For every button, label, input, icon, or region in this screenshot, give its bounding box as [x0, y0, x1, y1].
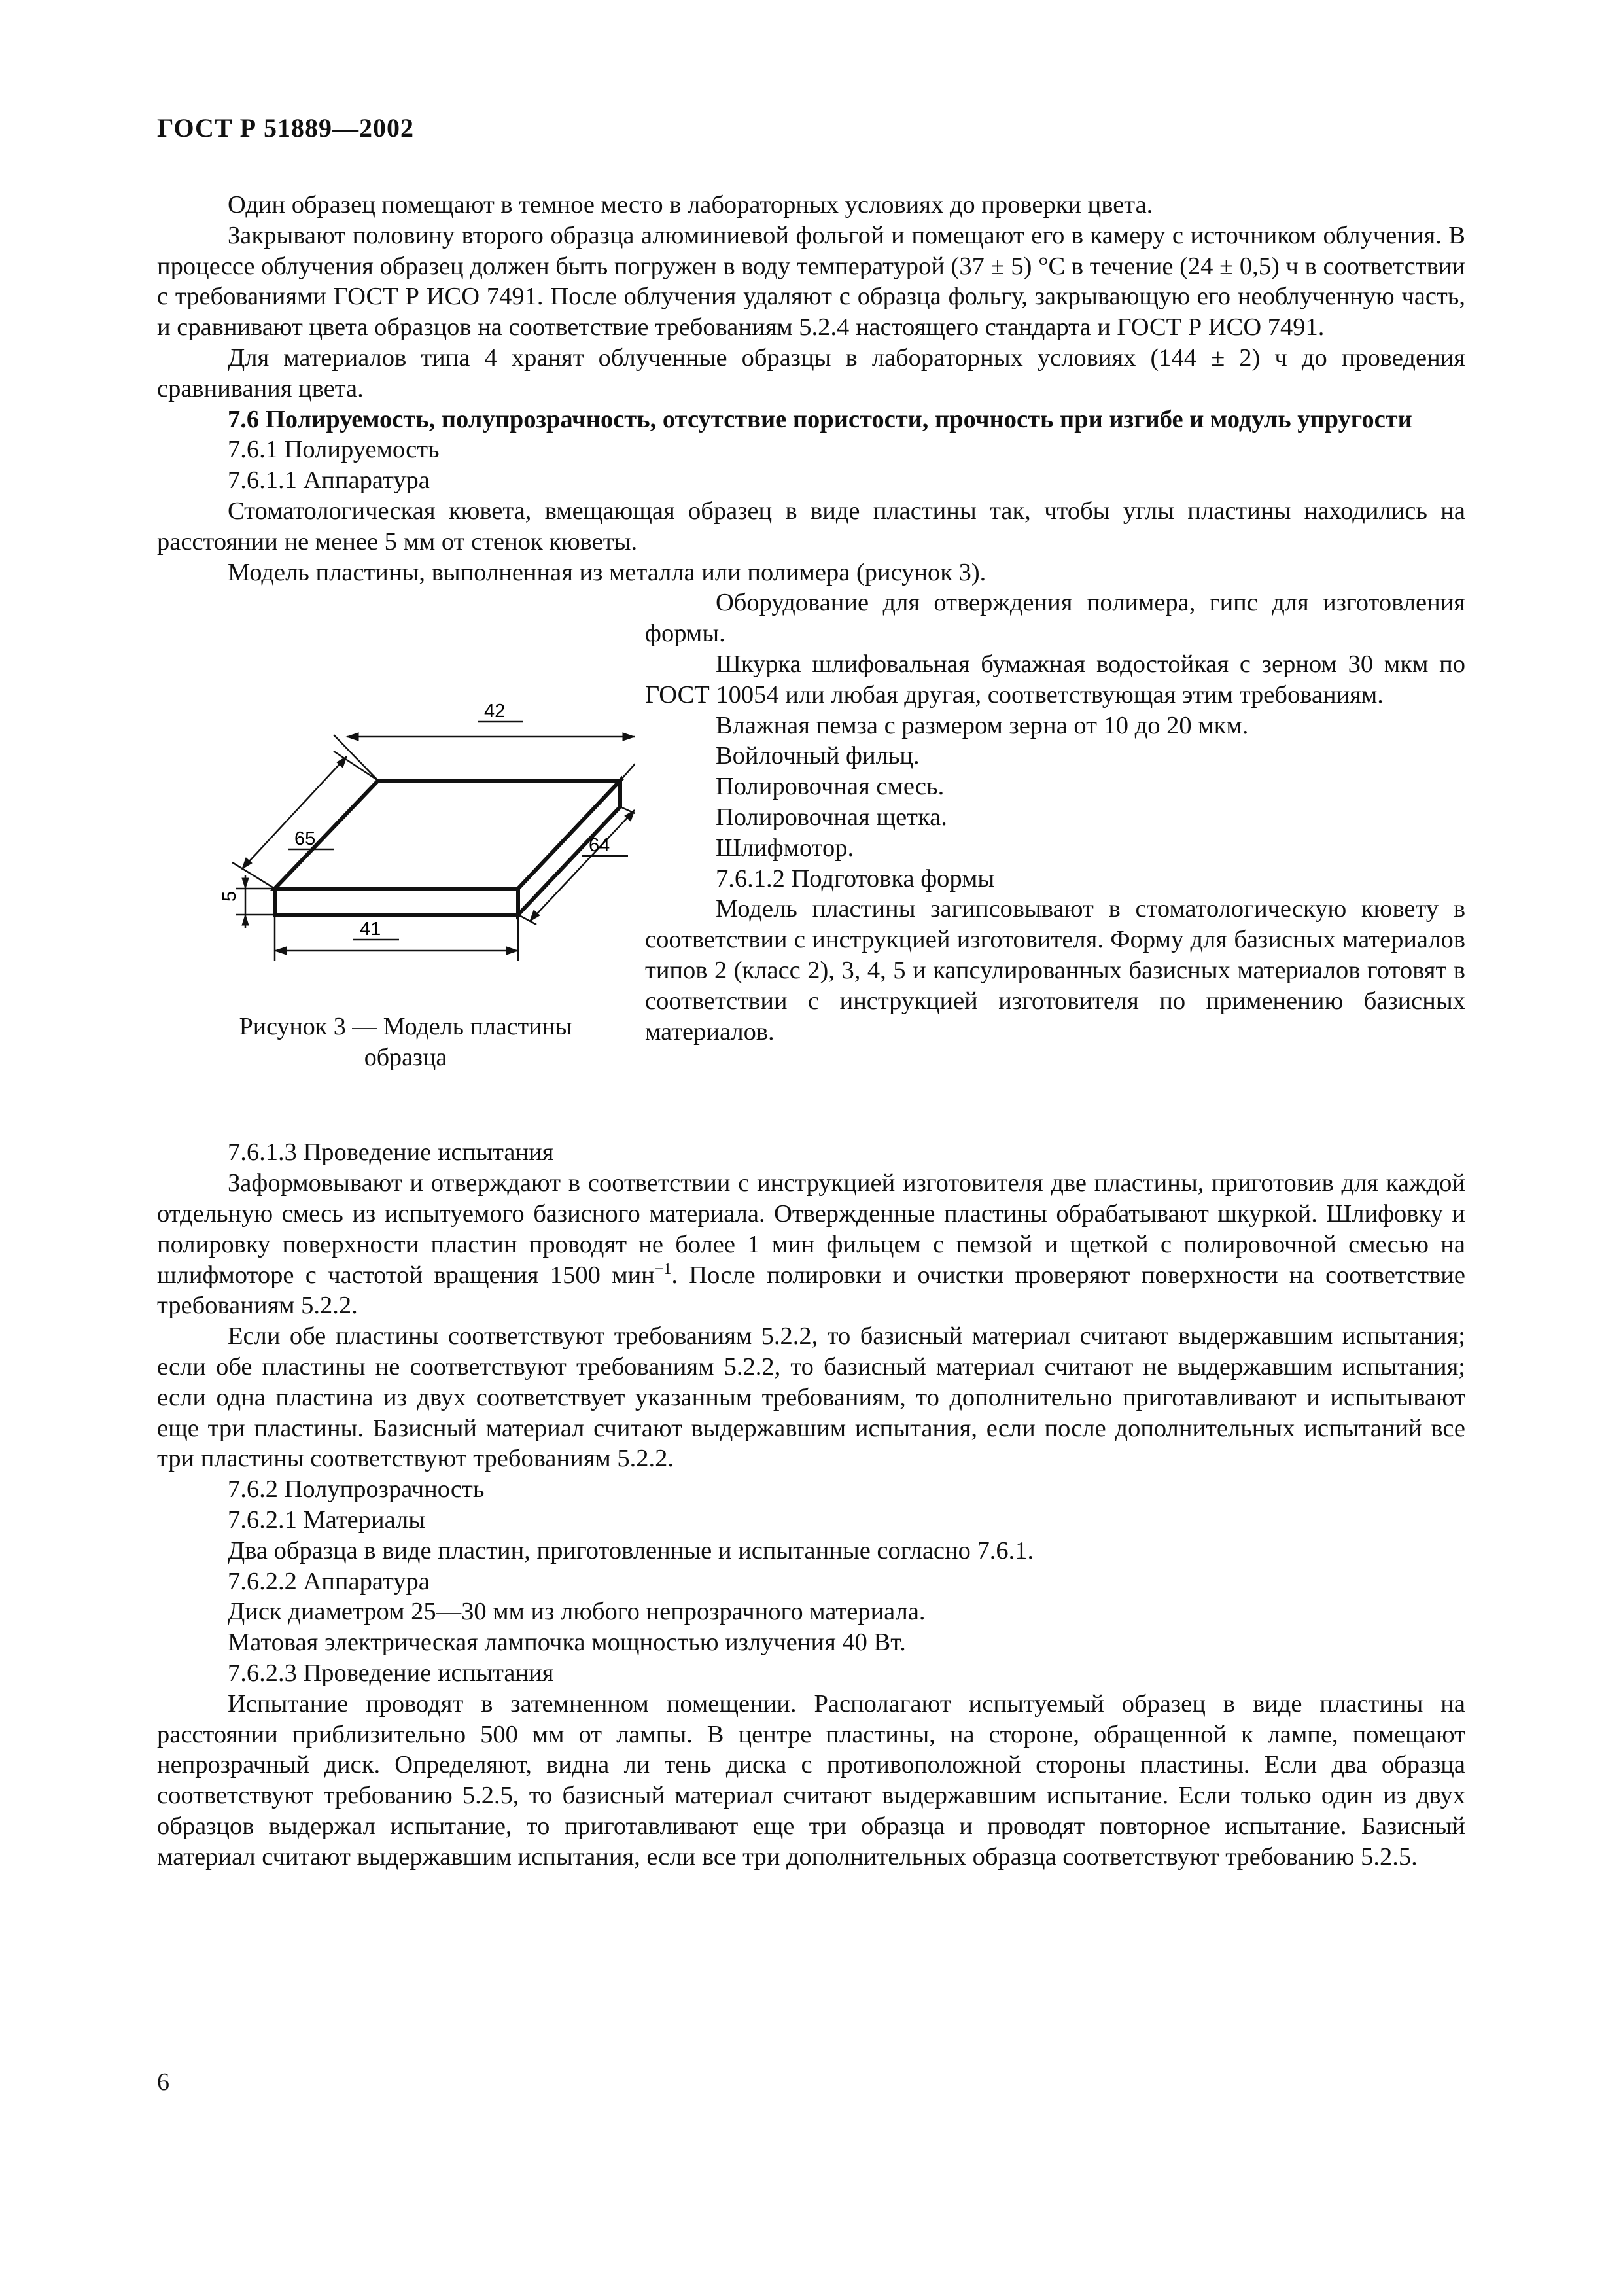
paragraph-materials: Два образца в виде пластин, приготовленные и испытанные согласно 7.6.1. — [228, 1536, 1034, 1564]
paragraph-pumice: Влажная пемза с размером зерна от 10 до 20 мкм. — [716, 711, 1249, 739]
paragraph-apparatus: Стоматологическая кювета, вмещающая образец в виде пластины так, чтобы углы пластины находились на расстоянии не менее 5 мм от стенок кюветы. — [157, 497, 1465, 556]
paragraph-sandpaper: Шкурка шлифовальная бумажная водостойкая с зерном 30 мкм по ГОСТ 10054 или любая другая, соответствующая этим требованиям. — [645, 650, 1465, 709]
paragraph-felt: Войлочный фильц. — [716, 742, 920, 770]
paragraph-disk: Диск диаметром 25—30 мм из любого непрозрачного материала. — [228, 1598, 926, 1626]
paragraph-polishing-brush: Полировочная щетка. — [716, 803, 947, 831]
paragraph-type4-storage: Для материалов типа 4 хранят облученные образцы в лабораторных условиях (144 ± 2) ч до проведения сравнивания цвета. — [157, 344, 1465, 402]
subheading-7-6-1-3: 7.6.1.3 Проведение испытания — [228, 1139, 554, 1167]
paragraph-grinding-motor: Шлифмотор. — [716, 834, 854, 862]
test-text-part-a: Заформовывают и отверждают в соответствии с инструкцией изготовителя две пластины, приготовив для каждой отдельную смесь из испытуемого базисного материала. Отвержденные пластины обрабатывают шкуркой. Шлифовку и полировку поверхности пластин проводят не более 1 мин фильцем с пемзой и щеткой с полировочной смесью на шлифмоторе с частотой вращения 1500 мин — [157, 1169, 1465, 1289]
dim-label-41: 41 — [360, 919, 381, 940]
dim-label-64: 64 — [589, 835, 610, 857]
paragraph-test-result: Если обе пластины соответствуют требованиям 5.2.2, то базисный материал считают выдержавшим испытания; если обе пластины не соответствуют требованиям 5.2.2, то базисный материал считают не выдержавшим испытания; если одна пластина из двух соответствует указанным требованиям, то дополнительно приготавливают и испытывают еще три пластины. Базисный материал считают выдержавшим испытания, если после дополнительных испытаний все три пластины соответствуют требованиям 5.2.2. — [157, 1322, 1465, 1473]
document-header: ГОСТ Р 51889—2002 — [157, 113, 415, 143]
paragraph-translucency-test: Испытание проводят в затемненном помещении. Располагают испытуемый образец в виде пластины на расстоянии приблизительно 500 мм от лампы. В центре пластины, на стороне, обращенной к лампе, помещают непрозрачный диск. Определяют, видна ли тень диска с противоположной стороны пластины. Если два образца соответствуют требованию 5.2.5, то базисный материал считают выдержавшим испытание. Если только один из двух образцов выдержал испытание, то приготавливают еще три образца и проводят повторное испытание. Базисный материал считают выдержавшим испытания, если все три дополнительных образца соответствуют требованию 5.2.5. — [157, 1689, 1465, 1871]
paragraph-test-procedure — [157, 1168, 1465, 1321]
plate-model-drawing — [137, 588, 635, 1006]
subheading-7-6-2-1: 7.6.2.1 Материалы — [228, 1506, 426, 1534]
dim-label-42: 42 — [484, 701, 506, 722]
subheading-7-6-1-2: 7.6.1.2 Подготовка формы — [716, 864, 995, 892]
paragraph-model: Модель пластины, выполненная из металла или полимера (рисунок 3). — [228, 558, 986, 586]
subheading-7-6-2-3: 7.6.2.3 Проведение испытания — [228, 1659, 554, 1687]
paragraph-curing-equipment: Оборудование для отверждения полимера, гипс для изготовления формы. — [645, 589, 1465, 648]
paragraph-irradiation: Закрывают половину второго образца алюминиевой фольгой и помещают его в камеру с источником облучения. В процессе облучения образец должен быть погружен в воду температурой (37 ± 5) °С в течение (24 ± 0,5) ч в соответствии с требованиями ГОСТ Р ИСО 7491. После облучения удаляют с образца фольгу, закрывающую его необлученную часть, и сравнивают цвета образцов на соответствие требованиям 5.2.4 настоящего стандарта и ГОСТ Р ИСО 7491. — [157, 221, 1465, 342]
subheading-7-6-2-2: 7.6.2.2 Аппаратура — [228, 1567, 430, 1595]
paragraph-dark-storage: Один образец помещают в темное место в лабораторных условиях до проверки цвета. — [228, 191, 1153, 219]
figure-caption-line-2: образца — [364, 1044, 447, 1072]
section-heading-7-6: 7.6 Полируемость, полупрозрачность, отсутствие пористости, прочность при изгибе и модуль упругости — [228, 405, 1412, 433]
subheading-7-6-1-1: 7.6.1.1 Аппаратура — [228, 467, 430, 495]
test-text-superscript: −1 — [654, 1260, 672, 1278]
paragraph-mold-preparation: Модель пластины загипсовывают в стоматологическую кювету в соответствии с инструкцией изготовителя. Форму для базисных материалов типов 2 (класс 2), 3, 4, 5 и капсулированных базисных материалов готовят в соответствии с инструкцией изготовителя по применению базисных материалов. — [645, 895, 1465, 1046]
paragraph-lamp: Матовая электрическая лампочка мощностью излучения 40 Вт. — [228, 1629, 906, 1657]
subheading-7-6-1: 7.6.1 Полируемость — [228, 436, 440, 464]
page-number: 6 — [157, 2068, 169, 2096]
subheading-7-6-2: 7.6.2 Полупрозрачность — [228, 1475, 485, 1504]
figure-caption — [177, 1012, 635, 1073]
test-text-part-b: . После полировки и очистки проверяют поверхности на соответствие требованиям 5.2.2. — [157, 1261, 1465, 1320]
body-text — [157, 190, 1465, 1872]
figure-caption-line-1: Рисунок 3 — Модель пластины — [239, 1013, 572, 1041]
paragraph-polishing-compound: Полировочная смесь. — [716, 773, 945, 801]
dim-label-5: 5 — [219, 891, 240, 902]
figure-3 — [137, 588, 635, 1137]
plate-front-face — [275, 889, 518, 915]
dim-label-65: 65 — [294, 828, 316, 850]
